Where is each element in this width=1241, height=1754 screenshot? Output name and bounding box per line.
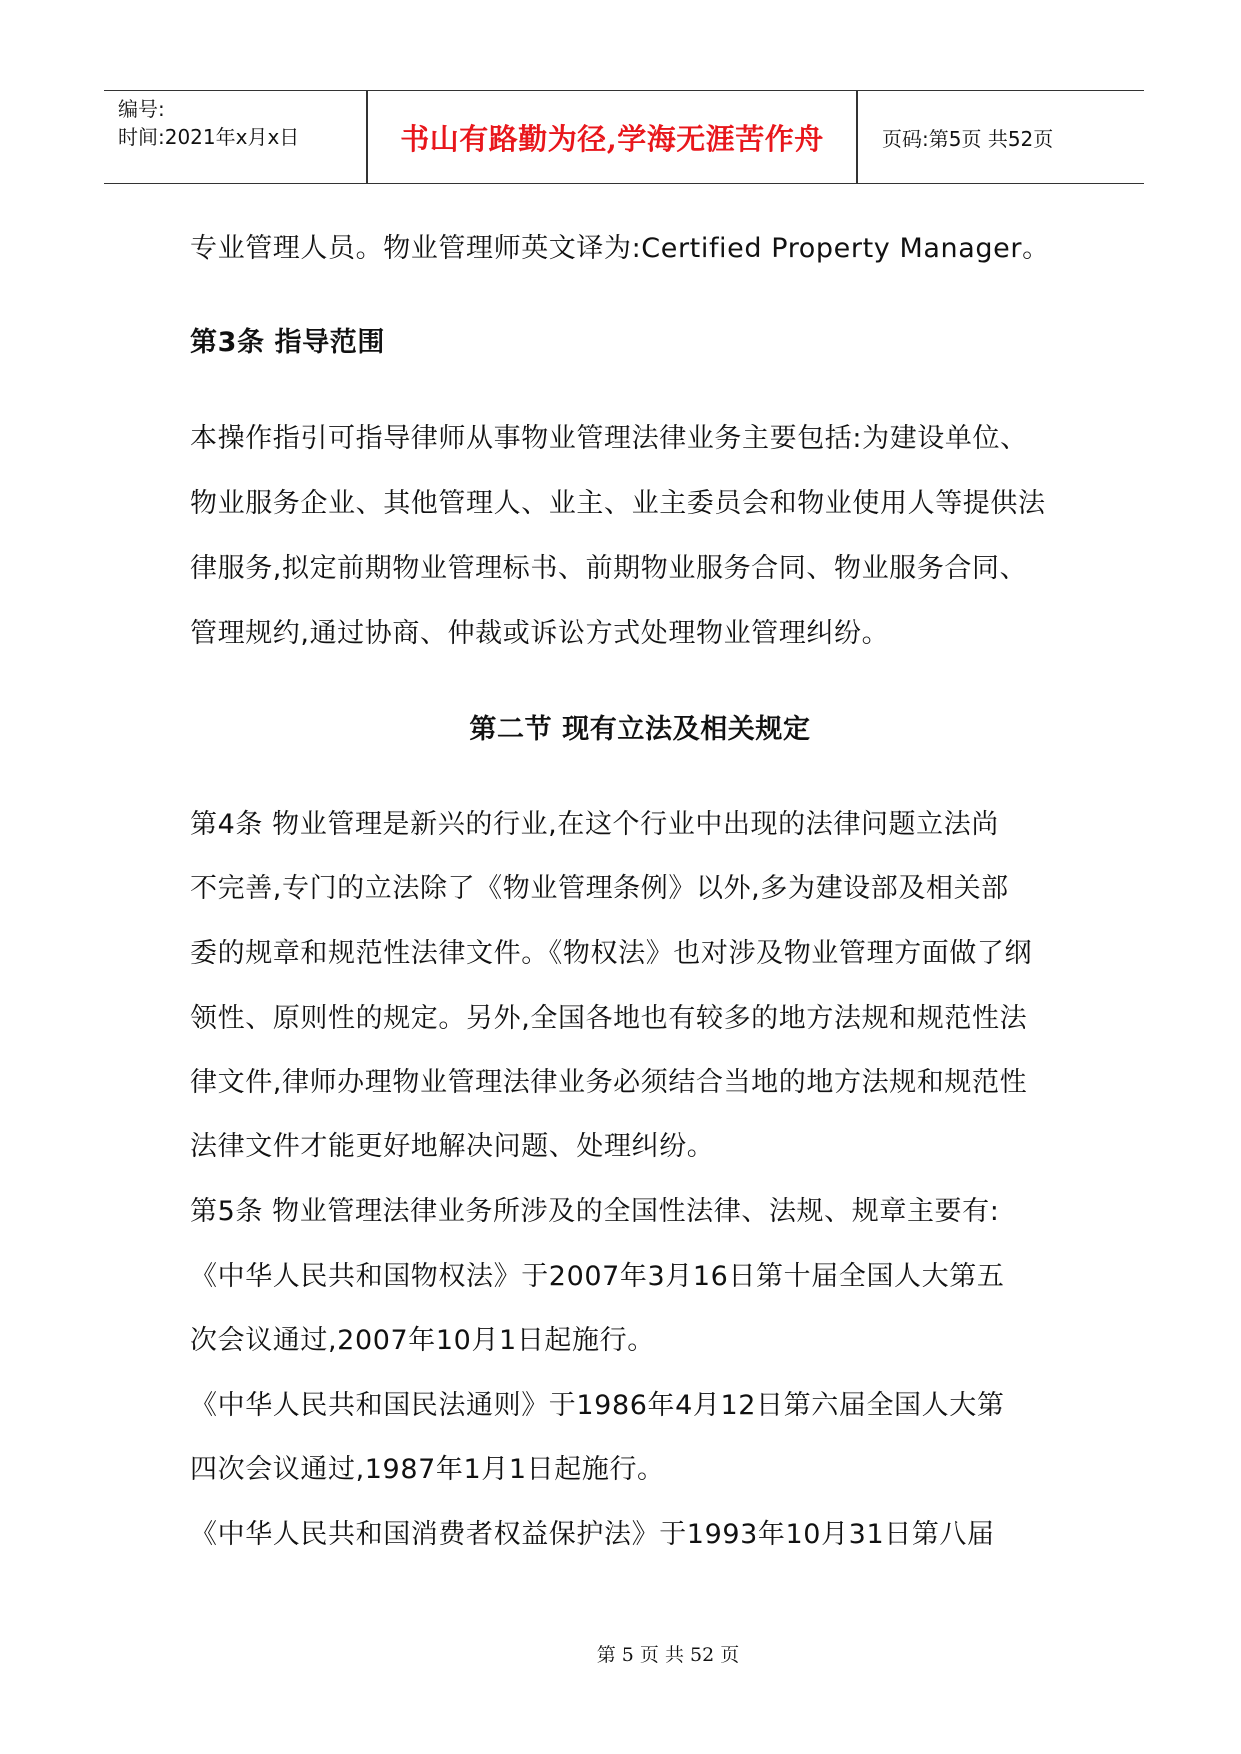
paragraph-line: 管理规约,通过协商、仲裁或诉讼方式处理物业管理纠纷。: [190, 618, 890, 649]
page-footer: 第 5 页 共 52 页: [596, 1644, 740, 1666]
paragraph-line: 法律文件才能更好地解决问题、处理纠纷。: [190, 1131, 715, 1162]
paragraph-line: 专业管理人员。物业管理师英文译为:Certified Property Manager。: [190, 233, 1050, 264]
paragraph-line: 四次会议通过,1987年1月1日起施行。: [190, 1454, 665, 1485]
paragraph-line: 本操作指引可指导律师从事物业管理法律业务主要包括:为建设单位、: [190, 423, 1028, 454]
paragraph-line: 物业服务企业、其他管理人、业主、业主委员会和物业使用人等提供法: [190, 488, 1046, 519]
section-title: 第二节 现有立法及相关规定: [469, 714, 811, 745]
paragraph-line: 领性、原则性的规定。另外,全国各地也有较多的地方法规和规范性法: [190, 1003, 1028, 1034]
paragraph-line: 律文件,律师办理物业管理法律业务必须结合当地的地方法规和规范性: [190, 1067, 1028, 1098]
paragraph-line: 《中华人民共和国消费者权益保护法》于1993年10月31日第八届: [190, 1519, 995, 1550]
paragraph-line: 第4条 物业管理是新兴的行业,在这个行业中出现的法律问题立法尚: [190, 809, 999, 840]
paragraph-line: 次会议通过,2007年10月1日起施行。: [190, 1325, 655, 1356]
header-meta: [118, 95, 368, 151]
paragraph-line: 委的规章和规范性法律文件。《物权法》也对涉及物业管理方面做了纲: [190, 938, 1033, 969]
header-divider-right: [856, 91, 858, 183]
article-heading: 第3条 指导范围: [190, 327, 385, 358]
header-page-label: 页码:第5页 共52页: [882, 126, 1054, 151]
header-time-label: 时间:2021年x月x日: [118, 125, 300, 149]
paragraph-line: 律服务,拟定前期物业管理标书、前期物业服务合同、物业服务合同、: [190, 553, 1028, 584]
paragraph-line: 不完善,专门的立法除了《物业管理条例》以外,多为建设部及相关部: [190, 873, 1009, 904]
paragraph-line: 《中华人民共和国物权法》于2007年3月16日第十届全国人大第五: [190, 1261, 1005, 1292]
paragraph-line: 《中华人民共和国民法通则》于1986年4月12日第六届全国人大第: [190, 1390, 1005, 1421]
header-motto: 书山有路勤为径,学海无涯苦作舟: [400, 121, 824, 156]
header-code-label: 编号:: [118, 97, 165, 121]
page-header: [104, 90, 1144, 184]
header-divider-left: [366, 91, 368, 183]
paragraph-line: 第5条 物业管理法律业务所涉及的全国性法律、法规、规章主要有:: [190, 1196, 1000, 1227]
